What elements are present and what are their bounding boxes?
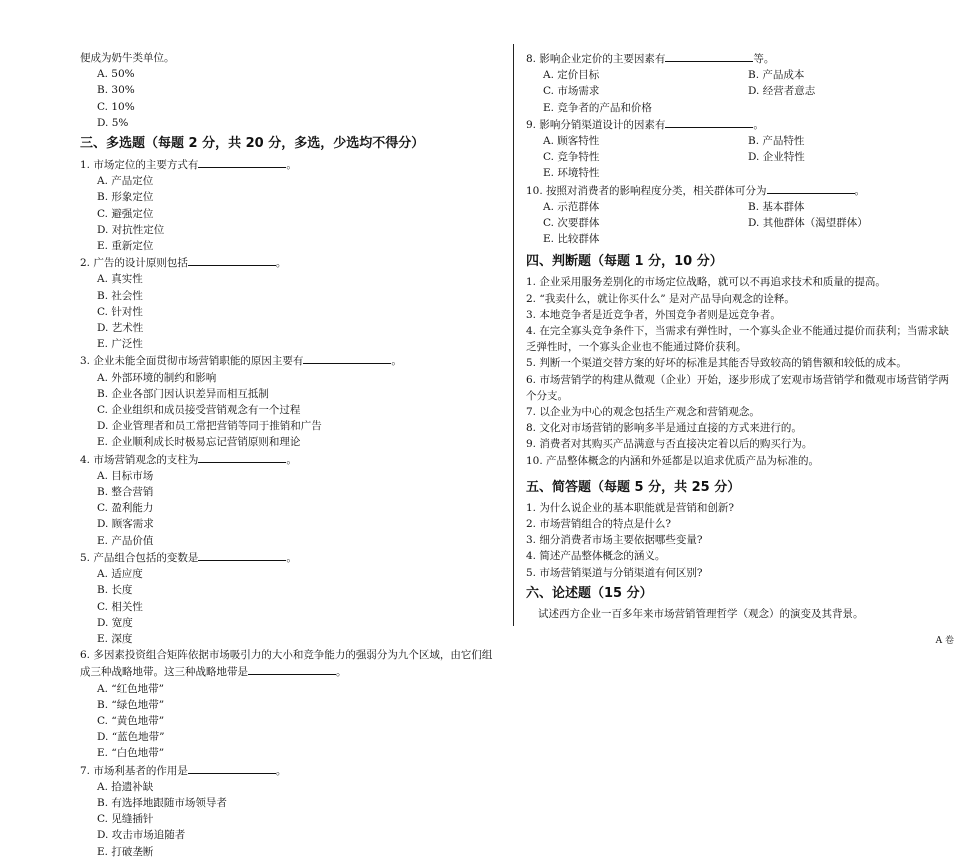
question-stem bbox=[80, 352, 500, 369]
right-question-list bbox=[526, 50, 958, 247]
option: E. “白色地带” bbox=[97, 747, 165, 760]
option: E. 环境特性 bbox=[543, 167, 600, 180]
answer-blank[interactable] bbox=[198, 451, 286, 463]
option: D. 其他群体（渴望群体） bbox=[748, 217, 868, 230]
question-tail: 。 bbox=[286, 453, 297, 466]
question-tail: 。 bbox=[286, 551, 297, 564]
list-item: 7. 以企业为中心的观念包括生产观念和营销观念。 bbox=[526, 406, 760, 419]
answer-blank[interactable] bbox=[248, 663, 336, 675]
option-group bbox=[526, 133, 958, 182]
option: A. 示范群体 bbox=[543, 200, 600, 213]
option: A. 拾遗补缺 bbox=[97, 780, 154, 793]
option: B. 产品特性 bbox=[748, 135, 805, 148]
lead-line: 便成为奶牛类单位。 bbox=[80, 52, 175, 64]
option: C. 针对性 bbox=[97, 305, 143, 318]
list-item: 4. 在完全寡头竞争条件下，当需求有弹性时，一个寡头企业不能通过提价而获利；当需求缺乏弹性时，一个寡头企业也不能通过降价获利。 bbox=[526, 325, 949, 354]
option: A. 外部环境的制约和影响 bbox=[97, 371, 217, 384]
question-text: 1. 市场定位的主要方式有 bbox=[80, 159, 199, 172]
option: B. 整合营销 bbox=[97, 486, 154, 499]
option: A. 顾客特性 bbox=[543, 135, 600, 148]
list-item: 10. 产品整体概念的内涵和外延都是以追求优质产品为标准的。 bbox=[526, 454, 820, 467]
option-group bbox=[80, 681, 500, 762]
section-title-essay: 六、论述题（15 分） bbox=[526, 585, 653, 601]
question-text: 7. 市场利基者的作用是 bbox=[80, 764, 188, 777]
question-text: 2. 广告的设计原则包括 bbox=[80, 257, 188, 270]
answer-blank[interactable] bbox=[303, 352, 391, 364]
option: A. “红色地带” bbox=[97, 682, 164, 695]
question-text: 9. 影响分销渠道设计的因素有 bbox=[526, 118, 666, 131]
option: A. 产品定位 bbox=[97, 175, 154, 188]
option: C. 市场需求 bbox=[543, 85, 600, 98]
option: B. 长度 bbox=[97, 584, 133, 597]
option: E. 企业顺利成长时极易忘记营销原则和理论 bbox=[97, 436, 301, 449]
question-tail: 。 bbox=[275, 257, 287, 270]
list-item: 5. 市场营销渠道与分销渠道有何区别? bbox=[526, 566, 703, 579]
question-tail: 。 bbox=[336, 666, 347, 679]
answer-blank[interactable] bbox=[188, 254, 276, 266]
option-group bbox=[80, 370, 500, 451]
option: B. 产品成本 bbox=[748, 69, 805, 82]
question-tail: 。 bbox=[753, 118, 764, 131]
question-tail: 。 bbox=[391, 355, 402, 368]
paper-version-label: A 卷 bbox=[935, 636, 954, 646]
option: D. “蓝色地带” bbox=[97, 731, 165, 744]
option: C. 相关性 bbox=[97, 600, 143, 613]
option: B. 社会性 bbox=[97, 289, 143, 302]
answer-blank[interactable] bbox=[198, 156, 286, 168]
option: C. 盈利能力 bbox=[97, 502, 154, 515]
option: A. 目标市场 bbox=[97, 469, 154, 482]
option-group bbox=[526, 199, 958, 248]
option: C. 见缝插针 bbox=[97, 813, 154, 826]
option-group bbox=[80, 779, 500, 860]
judgment-list bbox=[526, 274, 958, 468]
list-item: 3. 细分消费者市场主要依据哪些变量? bbox=[526, 534, 703, 547]
left-column bbox=[80, 50, 500, 860]
list-item: 8. 文化对市场营销的影响多半是通过直接的方式来进行的。 bbox=[526, 422, 802, 435]
question-text: 10. 按照对消费者的影响程度分类，相关群体可分为 bbox=[526, 184, 767, 197]
question-tail: 。 bbox=[286, 159, 297, 172]
question-tail: 。 bbox=[275, 764, 287, 777]
question-text: 5. 产品组合包括的变数是 bbox=[80, 551, 199, 564]
list-item: 2. 市场营销组合的特点是什么? bbox=[526, 518, 671, 531]
right-column bbox=[526, 50, 958, 622]
option: D. 5% bbox=[97, 116, 129, 129]
answer-blank[interactable] bbox=[665, 50, 753, 62]
option: A. 50% bbox=[97, 68, 135, 81]
option: E. 产品价值 bbox=[97, 534, 154, 547]
option: C. 次要群体 bbox=[543, 217, 600, 230]
question-stem bbox=[80, 647, 500, 680]
column-divider bbox=[513, 44, 514, 626]
option: A. 真实性 bbox=[97, 273, 143, 286]
question-stem bbox=[526, 182, 958, 199]
option: C. 企业组织和成员接受营销观念有一个过程 bbox=[97, 404, 301, 417]
option: C. 避强定位 bbox=[97, 207, 154, 220]
question-stem bbox=[526, 50, 958, 67]
option: A. 适应度 bbox=[97, 568, 143, 581]
list-item: 3. 本地竞争者是近竞争者，外国竞争者则是远竞争者。 bbox=[526, 308, 781, 321]
list-item: 2. “我卖什么，就让你买什么” 是对产品导向观念的诠释。 bbox=[526, 292, 795, 305]
option: D. 经营者意志 bbox=[748, 85, 816, 98]
option-group bbox=[80, 468, 500, 549]
option: C. “黄色地带” bbox=[97, 714, 165, 727]
question-text: 6. 多因素投资组合矩阵依据市场吸引力的大小和竞争能力的强弱分为九个区域，由它们组成三种战略地带。这三种战略地带是 bbox=[80, 649, 493, 679]
list-item: 5. 判断一个渠道交替方案的好坏的标准是其能否导致较高的销售额和较低的成本。 bbox=[526, 357, 907, 370]
section-title-short-answer: 五、简答题（每题 5 分，共 25 分） bbox=[526, 479, 741, 495]
option: E. 广泛性 bbox=[97, 338, 143, 351]
answer-blank[interactable] bbox=[198, 549, 286, 561]
question-text: 8. 影响企业定价的主要因素有 bbox=[526, 53, 666, 65]
option-group bbox=[526, 67, 958, 116]
option: D. 顾客需求 bbox=[97, 518, 154, 531]
list-item: 1. 企业采用服务差别化的市场定位战略，就可以不再追求技术和质量的提高。 bbox=[526, 276, 886, 289]
question-stem bbox=[80, 549, 500, 566]
option-group bbox=[80, 271, 500, 352]
option: D. 企业管理者和员工常把营销等同于推销和广告 bbox=[97, 420, 322, 433]
essay-question: 试述西方企业一百多年来市场营销管理哲学（观念）的演变及其背景。 bbox=[538, 607, 864, 620]
left-question-list bbox=[80, 156, 500, 860]
answer-blank[interactable] bbox=[665, 116, 753, 128]
list-item: 9. 消费者对其购买产品满意与否直接决定着以后的购买行为。 bbox=[526, 438, 813, 451]
answer-blank[interactable] bbox=[188, 762, 276, 774]
section-title-judgment: 四、判断题（每题 1 分，10 分） bbox=[526, 254, 723, 270]
option: D. 宽度 bbox=[97, 616, 133, 629]
question-stem bbox=[80, 762, 500, 779]
list-item: 4. 简述产品整体概念的涵义。 bbox=[526, 550, 666, 563]
option: D. 攻击市场追随者 bbox=[97, 829, 186, 842]
option-group bbox=[80, 173, 500, 254]
option: E. 竞争者的产品和价格 bbox=[543, 101, 652, 114]
option: B. 基本群体 bbox=[748, 200, 805, 213]
option: E. 比较群体 bbox=[543, 233, 600, 246]
question-tail: 。 bbox=[854, 184, 866, 197]
question-text: 3. 企业未能全面贯彻市场营销职能的原因主要有 bbox=[80, 355, 304, 368]
list-item: 6. 市场营销学的构建从微观（企业）开始，逐步形成了宏观市场营销学和微观市场营销学两个分支。 bbox=[526, 373, 949, 402]
option: E. 深度 bbox=[97, 632, 133, 645]
option: D. 企业特性 bbox=[748, 151, 805, 164]
lead-options bbox=[80, 66, 500, 131]
question-text: 4. 市场营销观念的支柱为 bbox=[80, 453, 199, 466]
question-stem bbox=[80, 156, 500, 173]
option: A. 定价目标 bbox=[543, 69, 600, 82]
option: B. “绿色地带” bbox=[97, 698, 165, 711]
short-answer-list bbox=[526, 500, 958, 581]
list-item: 1. 为什么说企业的基本职能就是营销和创新? bbox=[526, 501, 734, 514]
option: C. 10% bbox=[97, 100, 135, 113]
question-stem bbox=[80, 451, 500, 468]
option: E. 打破垄断 bbox=[97, 845, 154, 858]
option: B. 企业各部门因认识差异而相互抵制 bbox=[97, 387, 269, 400]
option: B. 有选择地跟随市场领导者 bbox=[97, 796, 227, 809]
option: C. 竞争特性 bbox=[543, 151, 600, 164]
question-stem bbox=[80, 254, 500, 271]
option: B. 30% bbox=[97, 84, 135, 97]
option: E. 重新定位 bbox=[97, 240, 154, 253]
question-stem bbox=[526, 116, 958, 133]
option: D. 艺术性 bbox=[97, 322, 144, 335]
option: B. 形象定位 bbox=[97, 191, 154, 204]
option: D. 对抗性定位 bbox=[97, 223, 165, 236]
option-group bbox=[80, 566, 500, 647]
question-tail: 等。 bbox=[753, 53, 775, 65]
section-title-multiple-choice: 三、多选题（每题 2 分，共 20 分，多选，少选均不得分） bbox=[80, 136, 425, 152]
answer-blank[interactable] bbox=[767, 182, 855, 194]
